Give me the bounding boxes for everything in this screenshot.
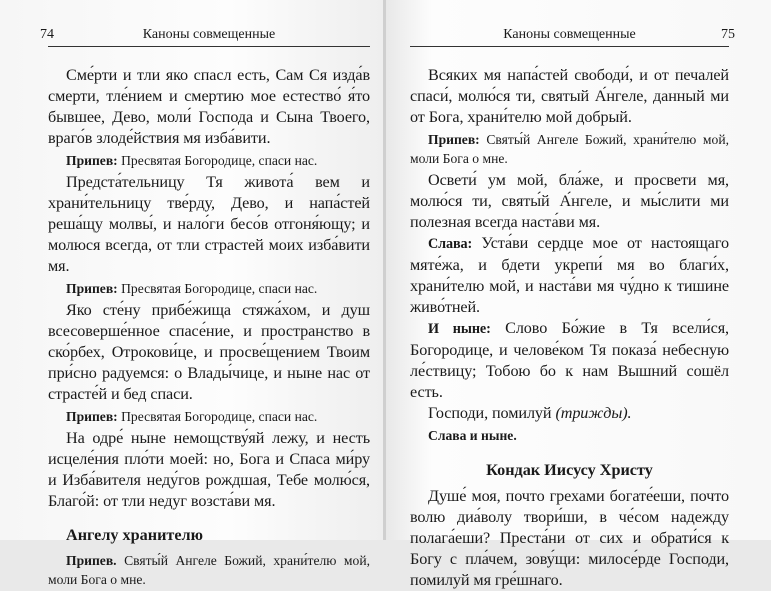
section-heading: Кондак Иисусу Христу	[486, 461, 653, 479]
refrain: Припев: Пресвятая Богородице, спаси нас.	[66, 153, 318, 168]
verse: Яко сте́ну прибе́жища стяжа́хом, и душ всесоверше́нное спасе́ние, и пространство в ско́рбех, Отрокови́це, и просве́щением Твоим при́сно радуемся: о Влады́чице, и ныне нас от страсте́й и бед спаси.	[48, 301, 370, 403]
running-title: Каноны совмещенные	[503, 27, 636, 42]
verse: Освети́ ум мой, бла́же, и просвети мя, молю́ся ти, святы́й А́нгеле, и мы́слити ми полезная всегда наста́ви мя.	[410, 171, 729, 231]
section-heading: Ангелу хранителю	[66, 526, 203, 544]
verse-slava: Слава: Уста́ви сердце мое от настоящаго мяте́жа, и бдети укрепи́ мя во благи́х, храни́телю мой, и наста́ви мя чу́дно к тишине живо́тней.	[410, 234, 730, 316]
left-page-body	[48, 65, 370, 589]
running-title: Каноны совмещенные	[142, 27, 276, 42]
right-page	[386, 0, 771, 589]
verse-i-nyne: И ныне: Слово Бо́жие в Тя всели́ся, Богородице, и челове́ком Тя показа́ небесную ле́ствицу; Тобою бо к нам Вышний сошёл есть.	[410, 319, 729, 401]
page-header	[410, 24, 735, 47]
left-page	[0, 0, 384, 587]
refrain: Припев: Пресвятая Богородице, спаси нас.	[66, 281, 318, 296]
verse: На одре́ ныне немощству́яй лежу, и несть исцеле́ния пло́ти моей: но, Бога и Спаса ми́ру и Изба́вителя неду́гов рождшая, Тебе молю́ся, Благо́й: от тли недуг возста́ви мя.	[48, 429, 370, 510]
page-header	[40, 24, 370, 47]
right-page-body	[410, 65, 729, 591]
verse: Всяких мя напа́стей свободи́, и от печалей спаси́, молю́ся ти, святый А́нгеле, данный ми от Бога, храни́телю мой добрый.	[410, 66, 729, 126]
refrain: Припев. Святы́й Ангеле Божий, храни́телю мой, моли Бога о мне.	[48, 553, 370, 587]
refrain: Припев: Пресвятая Богородице, спаси нас.	[66, 409, 318, 424]
verse: Душе́ моя, почто грехами богате́еши, почто волю диа́волу твори́ши, в че́сом надежду полага́еши? Преста́ни от сих и обрати́ся к Богу с пла́чем, зову́щи: милосе́рде Господи, помилуй мя гре́шнаго.	[410, 487, 729, 589]
slava-i-nyne: Слава и ныне.	[428, 428, 517, 443]
page-number: 75	[721, 27, 735, 42]
verse: Предста́тельницу Тя живота́ вем и храни́тельницу тве́рду, Дево, и напа́стей реша́щу молвы́, и нало́ги бесо́в отгоня́ющу; и молюся всегда, от тли страстей моих изба́вити мя.	[48, 173, 370, 275]
verse: Сме́рти и тли яко спасл есть, Сам Ся изда́в смерти, тле́нием и смертию мое естество́ я́то бывшее, Дево, моли́ Господа и Сына Твоего, враго́в злоде́йствия мя изба́вити.	[48, 66, 370, 147]
page-number: 74	[40, 27, 54, 42]
verse-gospodi-pomiluy: Господи, помилуй (трижды).	[428, 404, 632, 422]
refrain: Припев: Святы́й Ангеле Божий, храни́телю мой, моли Бога о мне.	[410, 132, 729, 166]
